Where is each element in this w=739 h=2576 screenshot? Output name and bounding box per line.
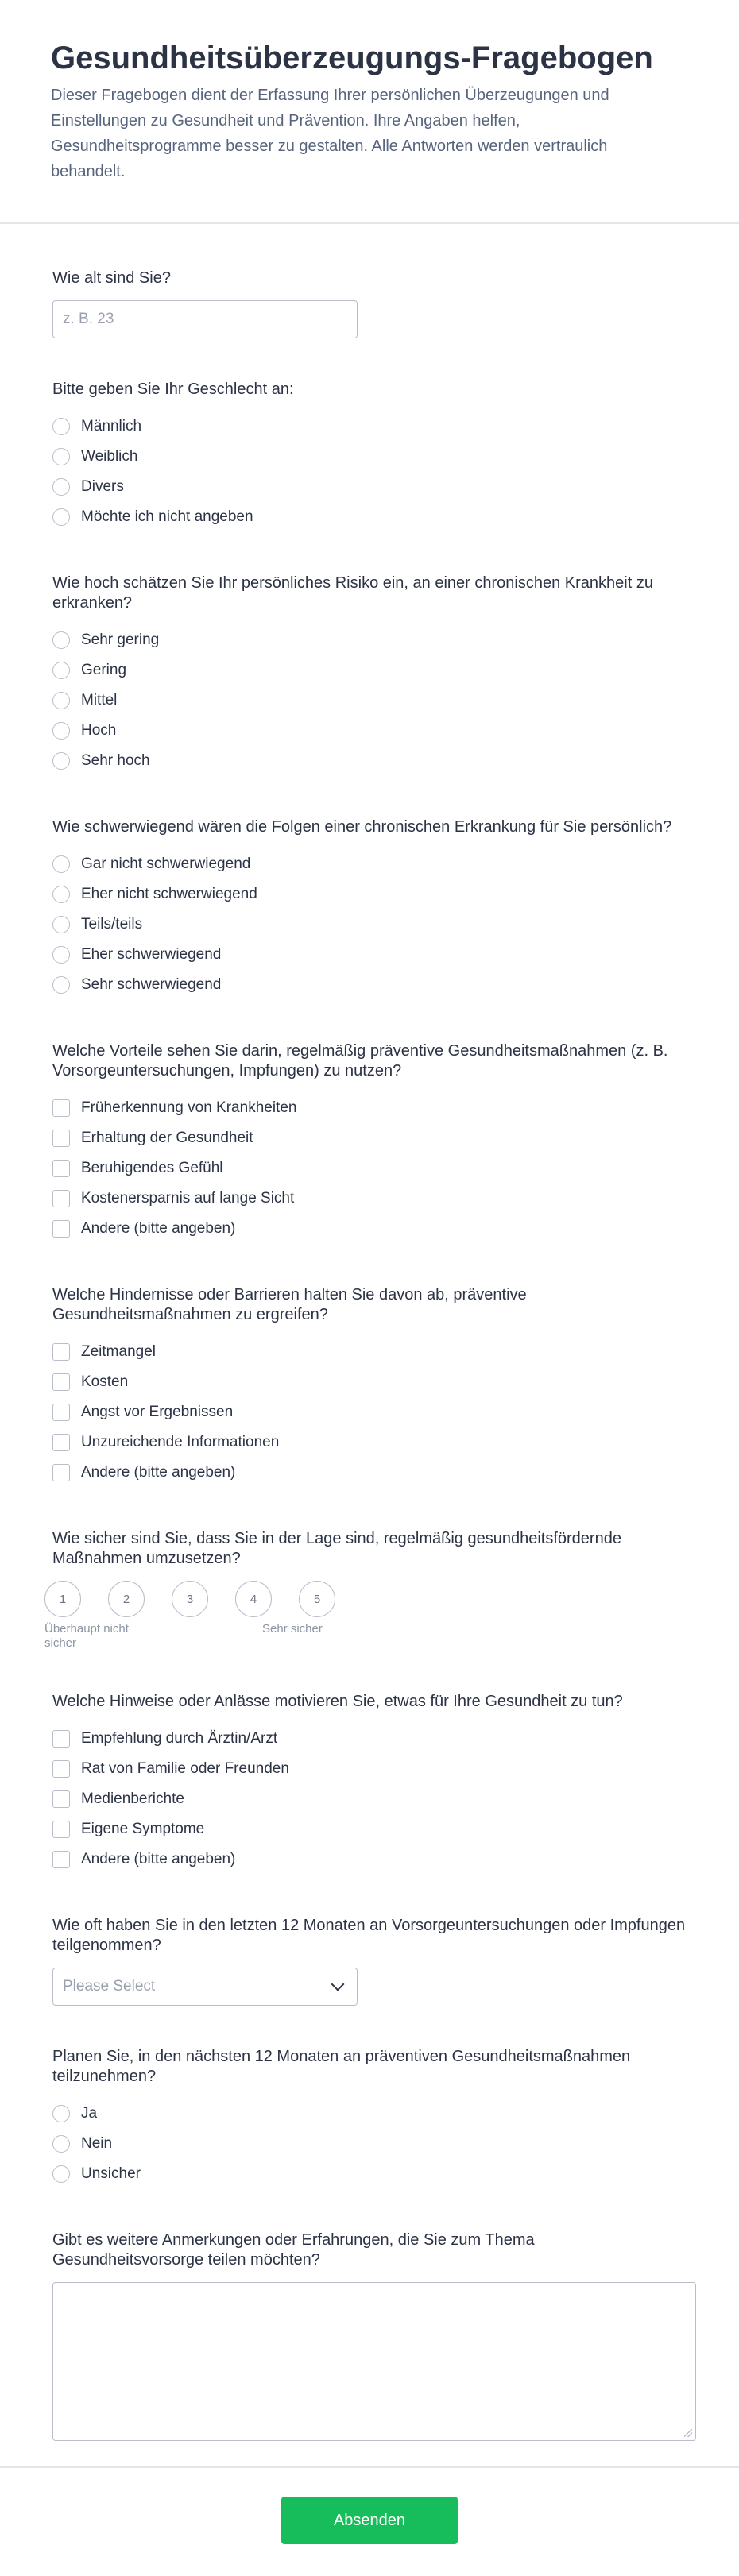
option-label: Divers	[81, 478, 124, 495]
checkbox-option[interactable]	[52, 1724, 687, 1754]
scale-option-1[interactable]: 1	[44, 1581, 81, 1617]
question-self-efficacy	[0, 1508, 739, 1671]
checkbox[interactable]	[52, 1790, 70, 1808]
option-label: Mittel	[81, 692, 118, 709]
option-label: Zeitmangel	[81, 1343, 156, 1360]
checkbox-option[interactable]	[52, 1367, 687, 1397]
option-label: Sehr schwerwiegend	[81, 976, 222, 993]
question-label: Bitte geben Sie Ihr Geschlecht an:	[52, 380, 294, 398]
question-label: Wie alt sind Sie?	[52, 269, 171, 287]
radio-button[interactable]	[52, 946, 70, 964]
option-label: Beruhigendes Gefühl	[81, 1160, 223, 1176]
radio-option[interactable]	[52, 2099, 687, 2129]
option-label: Früherkennung von Krankheiten	[81, 1099, 297, 1116]
checkbox-option[interactable]	[52, 1754, 687, 1784]
checkbox[interactable]	[52, 1190, 70, 1207]
question-label: Welche Hindernisse oder Barrieren halten Sie davon ab, präventive Gesundheitsmaßnahmen zu ergreifen?	[52, 1286, 527, 1323]
radio-button[interactable]	[52, 2165, 70, 2183]
radio-button[interactable]	[52, 478, 70, 496]
scale-option-2[interactable]: 2	[108, 1581, 145, 1617]
checkbox[interactable]	[52, 1130, 70, 1147]
radio-button[interactable]	[52, 692, 70, 709]
radio-button[interactable]	[52, 2105, 70, 2122]
checkbox[interactable]	[52, 1464, 70, 1481]
dropdown-value: Please Select	[63, 1978, 156, 1995]
question-label: Wie schwerwiegend wären die Folgen einer chronischen Erkrankung für Sie persönlich?	[52, 818, 672, 836]
radio-option[interactable]	[52, 849, 687, 879]
checkbox[interactable]	[52, 1851, 70, 1868]
option-label: Möchte ich nicht angeben	[81, 508, 253, 525]
questionnaire-form	[0, 224, 739, 2576]
checkbox-option[interactable]	[52, 1844, 687, 1875]
checkbox-option[interactable]	[52, 1184, 687, 1214]
radio-option[interactable]	[52, 2159, 687, 2189]
option-label: Medienberichte	[81, 1790, 184, 1807]
radio-button[interactable]	[52, 662, 70, 679]
scale-option-3[interactable]: 3	[172, 1581, 208, 1617]
radio-option[interactable]	[52, 686, 687, 716]
radio-option[interactable]	[52, 910, 687, 940]
radio-button[interactable]	[52, 886, 70, 903]
checkbox[interactable]	[52, 1434, 70, 1451]
question-gender	[0, 359, 739, 553]
checkbox[interactable]	[52, 1099, 70, 1117]
rating-scale	[44, 1581, 687, 1617]
radio-option[interactable]	[52, 625, 687, 655]
question-label: Welche Vorteile sehen Sie darin, regelmäßig präventive Gesundheitsmaßnahmen (z. B. Vorsorgeuntersuchungen, Impfungen) zu nutzen?	[52, 1042, 668, 1079]
checkbox[interactable]	[52, 1160, 70, 1177]
scale-option-4[interactable]: 4	[235, 1581, 272, 1617]
checkbox[interactable]	[52, 1730, 70, 1748]
radio-button[interactable]	[52, 752, 70, 770]
checkbox-option[interactable]	[52, 1093, 687, 1123]
question-frequency	[0, 1895, 739, 2026]
checkbox-option[interactable]	[52, 1337, 687, 1367]
radio-option[interactable]	[52, 2129, 687, 2159]
option-label: Empfehlung durch Ärztin/Arzt	[81, 1730, 278, 1747]
page-description: Dieser Fragebogen dient der Erfassung Ihrer persönlichen Überzeugungen und Einstellungen zu Gesundheit und Prävention. Ihre Angaben helfen, Gesundheitsprogramme besser zu gestalten. Alle Antworten werden vertraulich behandelt.	[51, 87, 609, 180]
question-risk	[0, 553, 739, 797]
radio-option[interactable]	[52, 716, 687, 746]
radio-button[interactable]	[52, 508, 70, 526]
question-cues	[0, 1671, 739, 1895]
checkbox[interactable]	[52, 1343, 70, 1361]
question-label: Gibt es weitere Anmerkungen oder Erfahrungen, die Sie zum Thema Gesundheitsvorsorge teilen möchten?	[52, 2231, 535, 2269]
form-header	[0, 0, 739, 224]
radio-button[interactable]	[52, 631, 70, 649]
option-label: Unzureichende Informationen	[81, 1434, 280, 1450]
option-label: Andere (bitte angeben)	[81, 1464, 236, 1481]
radio-button[interactable]	[52, 916, 70, 933]
radio-option[interactable]	[52, 472, 687, 502]
frequency-dropdown[interactable]	[52, 1968, 358, 2006]
checkbox-option[interactable]	[52, 1397, 687, 1427]
option-label: Teils/teils	[81, 916, 143, 933]
option-label: Eher schwerwiegend	[81, 946, 222, 963]
scale-min-label: Überhaupt nicht sicher	[44, 1622, 129, 1650]
question-label: Wie oft haben Sie in den letzten 12 Monaten an Vorsorgeuntersuchungen oder Impfungen teilgenommen?	[52, 1917, 686, 1954]
option-label: Sehr hoch	[81, 752, 150, 769]
page-title: Gesundheitsüberzeugungs-Fragebogen	[51, 41, 653, 75]
question-label: Welche Hinweise oder Anlässe motivieren Sie, etwas für Ihre Gesundheit zu tun?	[52, 1693, 623, 1710]
checkbox-option[interactable]	[52, 1784, 687, 1814]
scale-labels	[44, 1622, 339, 1651]
option-label: Eigene Symptome	[81, 1821, 205, 1837]
form-footer	[0, 2466, 739, 2576]
submit-button[interactable]: Absenden	[281, 2497, 458, 2544]
checkbox-option[interactable]	[52, 1814, 687, 1844]
option-label: Unsicher	[81, 2165, 141, 2182]
radio-button[interactable]	[52, 722, 70, 740]
scale-option-5[interactable]: 5	[299, 1581, 335, 1617]
option-label: Rat von Familie oder Freunden	[81, 1760, 289, 1777]
radio-button[interactable]	[52, 2135, 70, 2153]
comments-textarea[interactable]	[52, 2282, 696, 2441]
checkbox[interactable]	[52, 1821, 70, 1838]
question-severity	[0, 797, 739, 1021]
option-label: Andere (bitte angeben)	[81, 1851, 236, 1867]
checkbox-option[interactable]	[52, 1153, 687, 1184]
question-benefits	[0, 1021, 739, 1265]
checkbox[interactable]	[52, 1373, 70, 1391]
option-label: Erhaltung der Gesundheit	[81, 1130, 253, 1146]
checkbox-option[interactable]	[52, 1427, 687, 1458]
radio-button[interactable]	[52, 855, 70, 873]
radio-option[interactable]	[52, 411, 687, 442]
scale-max-label: Sehr sicher	[262, 1622, 323, 1636]
radio-button[interactable]	[52, 418, 70, 435]
option-label: Gar nicht schwerwiegend	[81, 855, 251, 872]
radio-option[interactable]	[52, 442, 687, 472]
option-label: Weiblich	[81, 448, 138, 465]
option-label: Kostenersparnis auf lange Sicht	[81, 1190, 295, 1207]
checkbox-option[interactable]	[52, 1458, 687, 1488]
age-input[interactable]	[52, 300, 358, 338]
option-label: Hoch	[81, 722, 117, 739]
chevron-down-icon	[331, 1978, 345, 1991]
option-label: Männlich	[81, 418, 142, 434]
question-barriers	[0, 1265, 739, 1508]
option-label: Angst vor Ergebnissen	[81, 1404, 234, 1420]
question-comments	[0, 2210, 739, 2462]
question-label: Wie sicher sind Sie, dass Sie in der Lage sind, regelmäßig gesundheitsfördernde Maßnahmen umzusetzen?	[52, 1530, 621, 1567]
radio-button[interactable]	[52, 448, 70, 465]
question-plans	[0, 2026, 739, 2210]
radio-option[interactable]	[52, 970, 687, 1000]
checkbox[interactable]	[52, 1220, 70, 1238]
checkbox[interactable]	[52, 1404, 70, 1421]
option-label: Nein	[81, 2135, 113, 2152]
question-label: Planen Sie, in den nächsten 12 Monaten an präventiven Gesundheitsmaßnahmen teilzunehmen?	[52, 2048, 631, 2085]
checkbox[interactable]	[52, 1760, 70, 1778]
option-label: Ja	[81, 2105, 98, 2122]
option-label: Andere (bitte angeben)	[81, 1220, 236, 1237]
radio-option[interactable]	[52, 940, 687, 970]
radio-option[interactable]	[52, 502, 687, 532]
checkbox-option[interactable]	[52, 1123, 687, 1153]
option-label: Gering	[81, 662, 127, 678]
option-label: Kosten	[81, 1373, 129, 1390]
question-label: Wie hoch schätzen Sie Ihr persönliches Risiko ein, an einer chronischen Krankheit zu erkranken?	[52, 574, 653, 612]
radio-option[interactable]	[52, 655, 687, 686]
radio-option[interactable]	[52, 879, 687, 910]
option-label: Eher nicht schwerwiegend	[81, 886, 257, 902]
checkbox-option[interactable]	[52, 1214, 687, 1244]
resize-handle-icon[interactable]	[684, 2429, 692, 2437]
radio-button[interactable]	[52, 976, 70, 994]
option-label: Sehr gering	[81, 631, 160, 648]
radio-option[interactable]	[52, 746, 687, 776]
question-age	[0, 248, 739, 359]
